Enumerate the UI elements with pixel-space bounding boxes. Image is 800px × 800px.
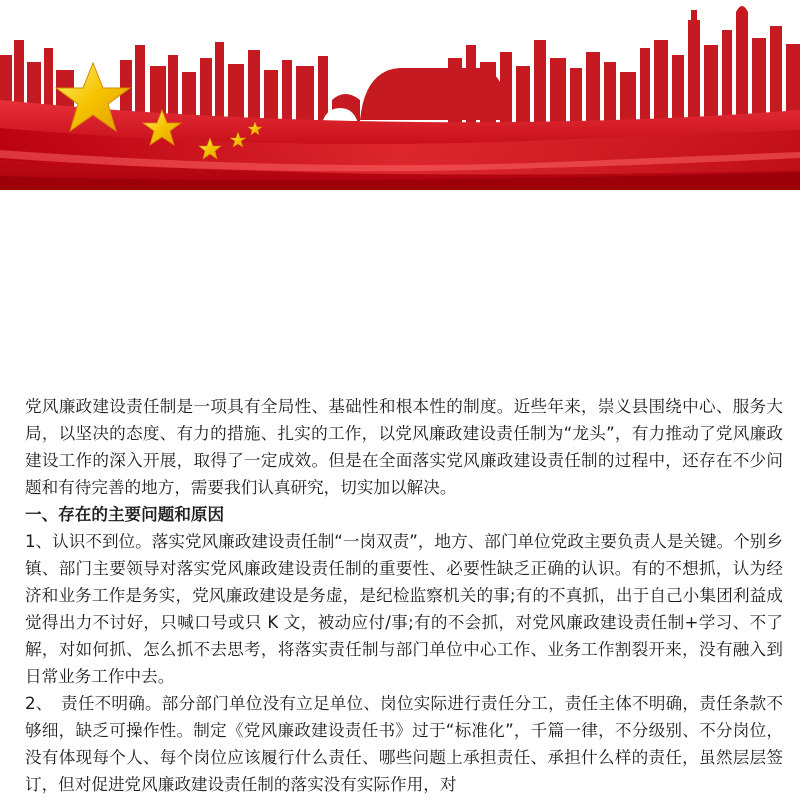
document-body <box>25 393 783 798</box>
header-banner <box>0 0 800 190</box>
section-heading: 一、存在的主要问题和原因 <box>25 505 225 524</box>
problem-item-1: 1、认识不到位。落实党风廉政建设责任制“一岗双责”，地方、部门单位党政主要负责人是关键。个别乡镇、部门主要领导对落实党风廉政建设责任制的重要性、必要性缺乏正确的认识。有的不想抓，认为经济和业务工作是务实，党风廉政建设是务虚，是纪检监察机关的事;有的不真抓，出于自己小集团利益成觉得出力不讨好，只喊口号或只 K 文，被动应付/事;有的不会抓，对党风廉政建设责任制+学习、不了解，对如何抓、怎么抓不去思考，将落实责任制与部门单位中心工作、业务工作割裂开来，没有融入到日常业务工作中去。 <box>25 532 783 686</box>
problem-item-2: 2、 责任不明确。部分部门单位没有立足单位、岗位实际进行责任分工，责任主体不明确，责任条款不够细，缺乏可操作性。制定《党风廉政建设责任书》过于“标准化”，千篇一律，不分级别、不分岗位，没有体现每个人、每个岗位应该履行什么责任、哪些问题上承担责任、承担什么样的责任，虽然层层签订，但对促进党风廉政建设责任制的落实没有实际作用，对 <box>25 694 783 794</box>
red-skyline-stars-banner <box>0 0 800 190</box>
intro-paragraph: 党风廉政建设责任制是一项具有全局性、基础性和根本性的制度。近些年来，崇义县围绕中心、服务大局，以坚决的态度、有力的措施、扎实的工作，以党风廉政建设责任制为“龙头”，有力推动了党风廉政建设工作的深入开展，取得了一定成效。但是在全面落实党风廉政建设责任制的过程中，还存在不少问题和有待完善的地方，需要我们认真研究，切实加以解决。 <box>25 397 783 497</box>
